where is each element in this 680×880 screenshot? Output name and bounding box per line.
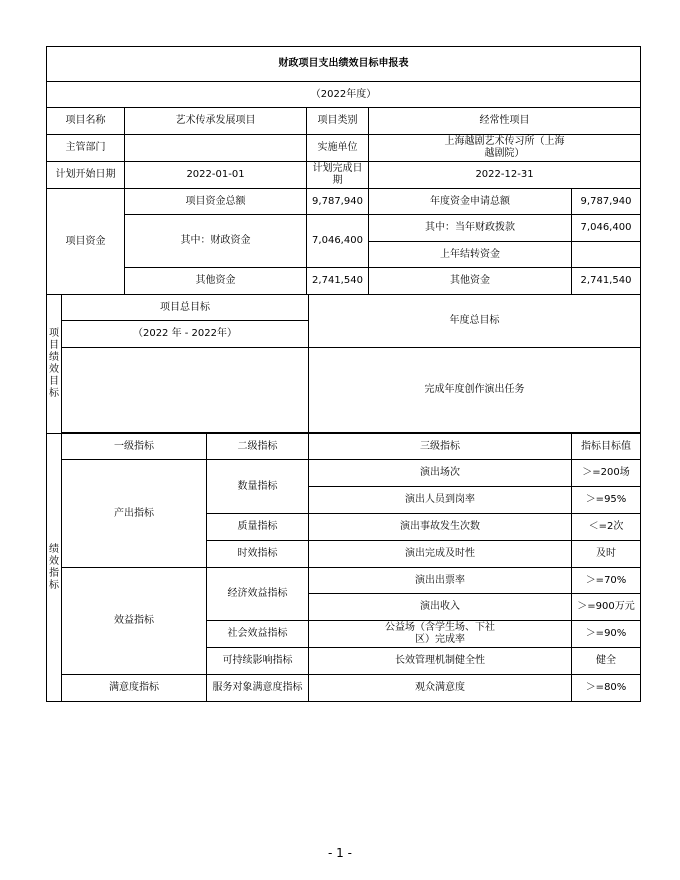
fiscal-funds-label: 其中：财政资金 (125, 215, 307, 268)
level3-header: 三级指标 (309, 434, 572, 460)
indicator-name: 演出收入 (309, 594, 572, 621)
plan-start-label: 计划开始日期 (47, 162, 125, 189)
indicator-name: 演出场次 (309, 460, 572, 487)
benefit-indicator: 效益指标 (62, 568, 207, 675)
target-value-header: 指标目标值 (572, 434, 641, 460)
indicator-name: 公益场（含学生场、下社区）完成率 (309, 621, 572, 648)
current-year-alloc-value: 7,046,400 (572, 215, 641, 242)
service-satisfaction-indicator: 服务对象满意度指标 (207, 675, 309, 702)
annual-total-label: 年度资金申请总额 (369, 189, 572, 215)
annual-goal-label: 年度总目标 (309, 295, 641, 348)
carryover-label: 上年结转资金 (369, 242, 572, 268)
plan-end-label: 计划完成日期 (307, 162, 369, 189)
indicator-target: 健全 (572, 648, 641, 675)
indicator-target: ＞=95% (572, 487, 641, 514)
overall-goal-text (62, 348, 309, 433)
sustainable-indicator: 可持续影响指标 (207, 648, 309, 675)
year-note: （2022年度） (47, 82, 641, 108)
implementing-unit-label: 实施单位 (307, 135, 369, 162)
project-category-label: 项目类别 (307, 108, 369, 135)
page-number: - 1 - (328, 846, 352, 860)
indicators-section-label: 绩 效 指 标 (47, 434, 62, 702)
plan-start-value: 2022-01-01 (125, 162, 307, 189)
other-funds-label-2: 其他资金 (369, 268, 572, 295)
other-funds-value-2: 2,741,540 (572, 268, 641, 295)
indicator-name: 观众满意度 (309, 675, 572, 702)
project-category-value: 经常性项目 (369, 108, 641, 135)
carryover-value (572, 242, 641, 268)
indicator-name: 长效管理机制健全性 (309, 648, 572, 675)
output-indicator: 产出指标 (62, 460, 207, 568)
annual-total-value: 9,787,940 (572, 189, 641, 215)
economic-indicator: 经济效益指标 (207, 568, 309, 621)
indicator-target: ＞=200场 (572, 460, 641, 487)
plan-end-value: 2022-12-31 (369, 162, 641, 189)
satisfaction-indicator: 满意度指标 (62, 675, 207, 702)
total-funds-label: 项目资金总额 (125, 189, 307, 215)
indicator-target: ＞=70% (572, 568, 641, 594)
annual-goal-text: 完成年度创作演出任务 (309, 348, 641, 433)
indicator-target: ＞=80% (572, 675, 641, 702)
indicator-target: ＞=90% (572, 621, 641, 648)
current-year-alloc-label: 其中：当年财政拨款 (369, 215, 572, 242)
level2-header: 二级指标 (207, 434, 309, 460)
indicator-target: 及时 (572, 541, 641, 568)
social-indicator: 社会效益指标 (207, 621, 309, 648)
quality-indicator: 质量指标 (207, 514, 309, 541)
total-funds-value: 9,787,940 (307, 189, 369, 215)
overall-goal-label: 项目总目标 (62, 295, 309, 321)
quantity-indicator: 数量指标 (207, 460, 309, 514)
project-name-value: 艺术传承发展项目 (125, 108, 307, 135)
table-title: 财政项目支出绩效目标申报表 (47, 47, 641, 82)
level1-header: 一级指标 (62, 434, 207, 460)
timeliness-indicator: 时效指标 (207, 541, 309, 568)
indicator-name: 演出出票率 (309, 568, 572, 594)
competent-dept-label: 主管部门 (47, 135, 125, 162)
project-name-label: 项目名称 (47, 108, 125, 135)
fiscal-funds-value: 7,046,400 (307, 215, 369, 268)
performance-goal-table (46, 46, 641, 702)
other-funds-value: 2,741,540 (307, 268, 369, 295)
indicator-target: ＜=2次 (572, 514, 641, 541)
indicator-name: 演出完成及时性 (309, 541, 572, 568)
indicator-name: 演出事故发生次数 (309, 514, 572, 541)
implementing-unit-value: 上海越剧艺术传习所（上海越剧院） (369, 135, 641, 162)
other-funds-label: 其他资金 (125, 268, 307, 295)
goal-period: （2022 年 - 2022年） (62, 321, 309, 348)
indicator-name: 演出人员到岗率 (309, 487, 572, 514)
indicator-target: ＞=900万元 (572, 594, 641, 621)
goal-section-label: 项 目 绩 效 目 标 (47, 295, 62, 434)
competent-dept-value (125, 135, 307, 162)
project-funds-label: 项目资金 (47, 189, 125, 295)
